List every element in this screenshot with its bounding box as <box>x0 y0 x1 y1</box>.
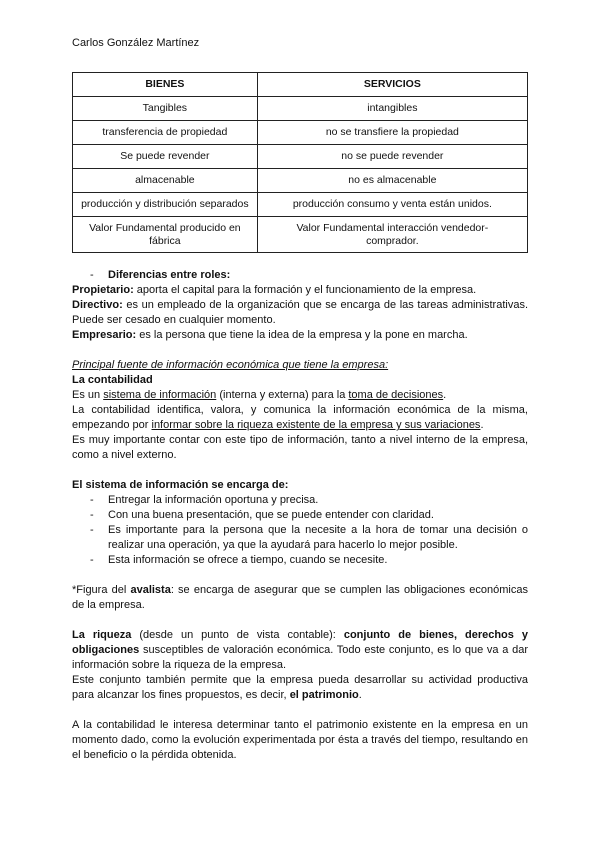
table-cell: Valor Fundamental interacción vendedor-comprador. <box>257 217 527 253</box>
author-header: Carlos González Martínez <box>72 37 200 49</box>
header-servicios: SERVICIOS <box>257 73 527 97</box>
table-row <box>73 217 528 253</box>
table-cell: intangibles <box>257 97 527 121</box>
sistema-title: El sistema de información se encarga de: <box>72 479 289 491</box>
table-cell: Se puede revender <box>73 145 258 169</box>
table-cell: Valor Fundamental producido en fábrica <box>73 217 258 253</box>
table-cell: transferencia de propiedad <box>73 121 258 145</box>
riqueza-p2: Este conjunto también permite que la empresa pueda desarrollar su actividad productiva para alcanzar los fines propuestos, es decir, el patrimonio. <box>72 674 528 701</box>
table-cell: Tangibles <box>73 97 258 121</box>
contabilidad-p3: Es muy importante contar con este tipo de información, tanto a nivel interno de la empresa, como a nivel externo. <box>72 434 528 461</box>
table-row <box>73 145 528 169</box>
table-row <box>73 121 528 145</box>
table-cell: producción y distribución separados <box>73 193 258 217</box>
bienes-servicios-table <box>72 72 528 253</box>
contabilidad-title: La contabilidad <box>72 374 153 386</box>
role-empresario: Empresario: es la persona que tiene la idea de la empresa y la pone en marcha. <box>72 329 468 341</box>
table-cell: no se puede revender <box>257 145 527 169</box>
table-cell: no se transfiere la propiedad <box>257 121 527 145</box>
list-item: - Con una buena presentación, que se puede entender con claridad. <box>90 509 434 521</box>
avalista-note: *Figura del avalista: se encarga de asegurar que se cumplen las obligaciones económicas de la empresa. <box>72 584 528 611</box>
table-cell: almacenable <box>73 169 258 193</box>
role-propietario: Propietario: aporta el capital para la formación y el funcionamiento de la empresa. <box>72 284 477 296</box>
table-row <box>73 169 528 193</box>
list-item: - Esta información se ofrece a tiempo, cuando se necesite. <box>90 554 388 566</box>
header-bienes: BIENES <box>73 73 258 97</box>
list-item: - Entregar la información oportuna y precisa. <box>90 494 319 506</box>
contabilidad-intro: Principal fuente de información económica que tiene la empresa: <box>72 359 389 371</box>
table-cell: producción consumo y venta están unidos. <box>257 193 527 217</box>
riqueza-p1: La riqueza (desde un punto de vista contable): conjunto de bienes, derechos y obligaciones susceptibles de valoración económica. Todo este conjunto, es lo que va a dar información sobre la riqueza de la empresa. <box>72 629 529 671</box>
contabilidad-p1: Es un sistema de información (interna y externa) para la toma de decisiones. <box>72 389 447 401</box>
table-header-row <box>73 73 528 97</box>
contabilidad-p2: La contabilidad identifica, valora, y comunica la información económica de la misma, empezando por informar sobre la riqueza existente de la empresa y sus variaciones. <box>72 404 528 431</box>
list-item: - Es importante para la persona que la necesite a la hora de tomar una decisión o realizar una operación, ya que la ayudará para hacerlo lo mejor posible. <box>90 524 528 551</box>
role-directivo: Directivo: es un empleado de la organización que se encarga de las tareas administrativas. Puede ser cesado en cualquier momento. <box>72 299 528 326</box>
roles-heading: - Diferencias entre roles: <box>90 269 231 281</box>
table-cell: no es almacenable <box>257 169 527 193</box>
document-body <box>72 268 528 763</box>
final-paragraph: A la contabilidad le interesa determinar tanto el patrimonio existente en la empresa en un momento dado, como la evolución experimentada por ésta a través del tiempo, resultando en el beneficio o la pérdida obtenida. <box>72 719 528 761</box>
table-row <box>73 193 528 217</box>
table-row <box>73 97 528 121</box>
